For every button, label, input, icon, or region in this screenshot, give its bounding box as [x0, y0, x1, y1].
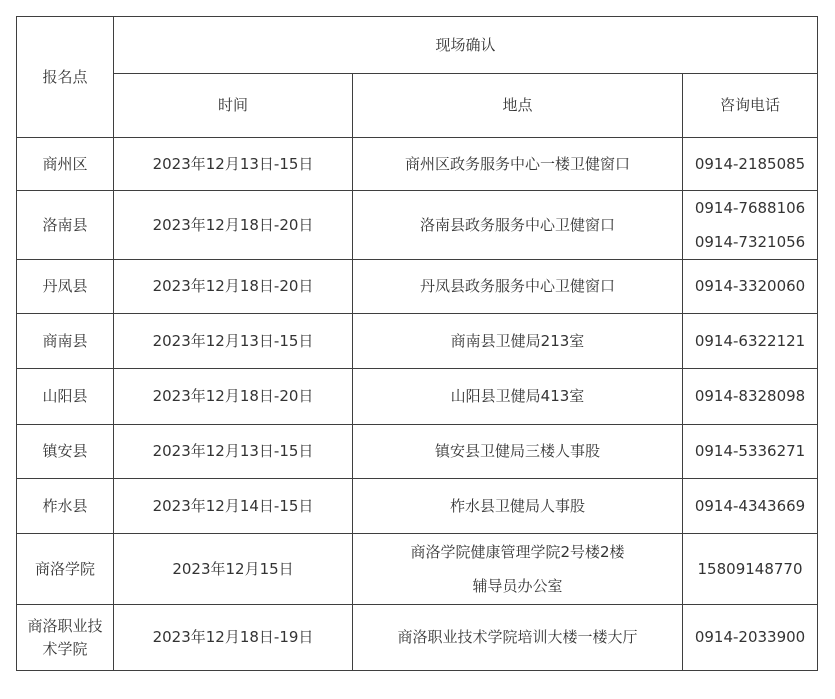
cell-phone: [683, 138, 818, 191]
location-line: 商南县卫健局213室: [450, 331, 585, 350]
header-location: [353, 74, 683, 138]
cell-location: [353, 479, 683, 534]
cell-time: [114, 314, 353, 369]
cell-location: [353, 425, 683, 479]
header-site-label: 报名点: [42, 67, 88, 86]
phone-number: 0914-5336271: [694, 442, 806, 461]
site-name: 丹凤县: [42, 277, 88, 296]
location-line: 洛南县政务服务中心卫健窗口: [419, 215, 615, 234]
cell-site: [17, 191, 114, 260]
cell-time: [114, 138, 353, 191]
cell-phone: [683, 191, 818, 260]
time-value: 2023年12月18日-20日: [152, 387, 314, 406]
cell-site: [17, 534, 114, 605]
header-phone-label: 咨询电话: [720, 96, 781, 115]
cell-time: [114, 425, 353, 479]
cell-site: [17, 260, 114, 314]
table-row: [17, 369, 818, 425]
table-row: [17, 191, 818, 260]
site-name: 洛南县: [42, 215, 88, 234]
site-name: 商州区: [42, 154, 88, 173]
time-value: 2023年12月18日-19日: [152, 628, 314, 647]
phone-number: 0914-7688106: [694, 199, 806, 217]
header-site: [17, 17, 114, 138]
header-row-columns: [17, 74, 818, 138]
location-line: 山阳县卫健局413室: [450, 387, 585, 406]
cell-phone: [683, 425, 818, 479]
site-name: 柞水县: [42, 496, 88, 515]
cell-location: [353, 369, 683, 425]
table-row: [17, 534, 818, 605]
location-line: 镇安县卫健局三楼人事股: [434, 442, 600, 461]
site-name: 商南县: [42, 331, 88, 350]
cell-phone: [683, 369, 818, 425]
time-value: 2023年12月15日: [172, 559, 294, 578]
site-name: 商洛职业技术学院: [27, 617, 103, 658]
site-name: 山阳县: [42, 387, 88, 406]
header-confirm-group: [114, 17, 818, 74]
cell-location: [353, 138, 683, 191]
time-value: 2023年12月14日-15日: [152, 496, 314, 515]
header-phone: [683, 74, 818, 138]
cell-phone: [683, 314, 818, 369]
table-row: [17, 138, 818, 191]
cell-location: [353, 191, 683, 260]
table-row: [17, 425, 818, 479]
phone-number: 0914-3320060: [694, 277, 806, 296]
site-name: 镇安县: [42, 442, 88, 461]
location-line: 商州区政务服务中心一楼卫健窗口: [404, 154, 630, 173]
cell-site: [17, 425, 114, 479]
location-line: 商洛学院健康管理学院2号楼2楼: [410, 543, 625, 561]
cell-site: [17, 605, 114, 671]
phone-number: 0914-6322121: [694, 331, 806, 350]
onsite-confirmation-table: [16, 16, 818, 671]
phone-number: 0914-4343669: [694, 496, 806, 515]
cell-location: [353, 605, 683, 671]
time-value: 2023年12月13日-15日: [152, 442, 314, 461]
header-row-group: [17, 17, 818, 74]
cell-phone: [683, 534, 818, 605]
phone-number: 15809148770: [697, 559, 803, 578]
table-row: [17, 479, 818, 534]
table-row: [17, 605, 818, 671]
cell-time: [114, 260, 353, 314]
cell-location: [353, 534, 683, 605]
cell-location: [353, 260, 683, 314]
header-location-label: 地点: [502, 96, 533, 115]
phone-number: 0914-7321056: [694, 232, 806, 251]
phone-number: 0914-2185085: [694, 154, 806, 173]
time-value: 2023年12月18日-20日: [152, 215, 314, 234]
cell-phone: [683, 605, 818, 671]
cell-time: [114, 534, 353, 605]
site-name: 商洛学院: [34, 559, 95, 578]
cell-time: [114, 191, 353, 260]
phone-number: 0914-8328098: [694, 387, 806, 406]
location-line: 商洛职业技术学院培训大楼一楼大厅: [397, 628, 638, 647]
cell-site: [17, 479, 114, 534]
location-line: 丹凤县政务服务中心卫健窗口: [419, 277, 615, 296]
cell-phone: [683, 479, 818, 534]
location-line: 辅导员办公室: [472, 576, 563, 595]
cell-site: [17, 369, 114, 425]
location-line: 柞水县卫健局人事股: [449, 496, 585, 515]
cell-site: [17, 138, 114, 191]
cell-site: [17, 314, 114, 369]
header-time: [114, 74, 353, 138]
header-time-label: 时间: [217, 96, 248, 115]
phone-number: 0914-2033900: [694, 628, 806, 647]
time-value: 2023年12月13日-15日: [152, 331, 314, 350]
cell-phone: [683, 260, 818, 314]
cell-time: [114, 605, 353, 671]
time-value: 2023年12月18日-20日: [152, 277, 314, 296]
cell-time: [114, 369, 353, 425]
table-row: [17, 260, 818, 314]
header-confirm-group-label: 现场确认: [435, 35, 496, 54]
time-value: 2023年12月13日-15日: [152, 154, 314, 173]
cell-location: [353, 314, 683, 369]
table-row: [17, 314, 818, 369]
cell-time: [114, 479, 353, 534]
